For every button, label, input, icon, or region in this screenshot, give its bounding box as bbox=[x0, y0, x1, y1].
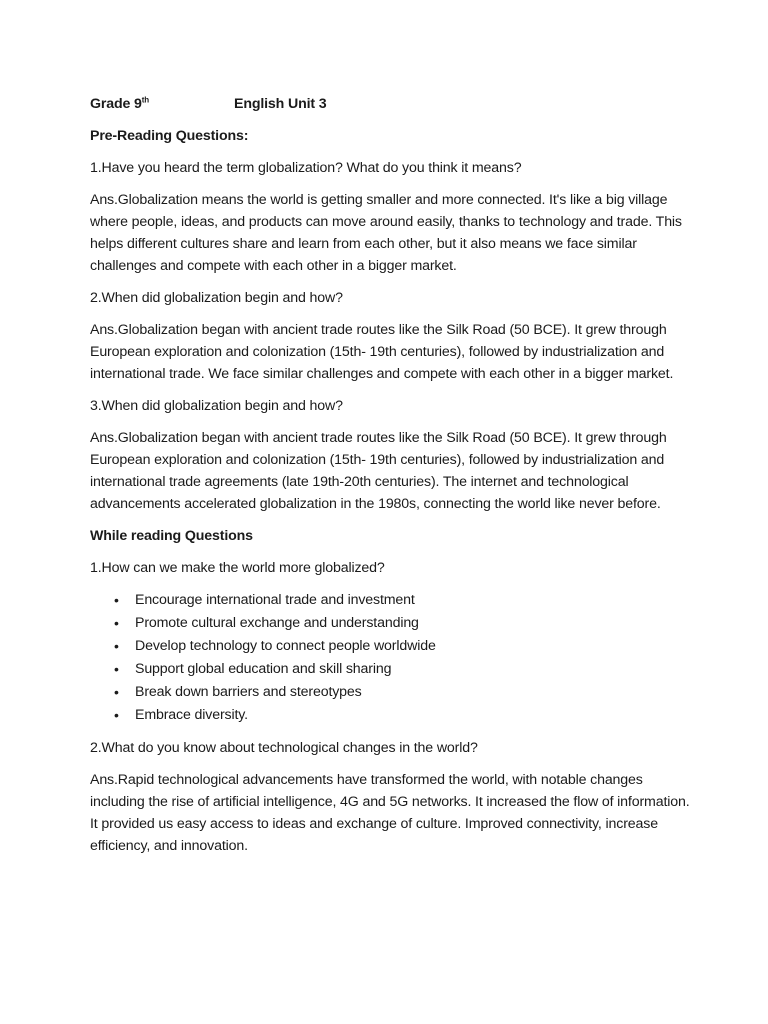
document-header bbox=[90, 93, 690, 115]
pre-reading-heading: Pre-Reading Questions: bbox=[90, 128, 249, 144]
answer-3: Ans.Globalization began with ancient trade routes like the Silk Road (50 BCE). It grew through European exploration and colonization (15th- 19th centuries), followed by industrialization and international trade agreements (late 19th-20th centuries). The internet and technological advancements accelerated globalization in the 1980s, connecting the world like never before. bbox=[90, 430, 667, 512]
question-1: 1.Have you heard the term globalization? What do you think it means? bbox=[90, 160, 522, 176]
while-answer-2: Ans.Rapid technological advancements have transformed the world, with notable changes including the rise of artificial intelligence, 4G and 5G networks. It increased the flow of information. It provided us easy access to ideas and exchange of culture. Improved connectivity, increase efficiency, and innovation. bbox=[90, 772, 690, 854]
answer-1: Ans.Globalization means the world is getting smaller and more connected. It's like a big village where people, ideas, and products can move around easily, thanks to technology and trade. This helps different cultures share and learn from each other, but it also means we face similar challenges and compete with each other in a bigger market. bbox=[90, 192, 682, 274]
list-item: • Break down barriers and stereotypes bbox=[90, 681, 690, 704]
list-item: • Embrace diversity. bbox=[90, 704, 690, 727]
question-2: 2.When did globalization begin and how? bbox=[90, 290, 343, 306]
list-item: • Support global education and skill sharing bbox=[90, 658, 690, 681]
question-3: 3.When did globalization begin and how? bbox=[90, 398, 343, 414]
answer-2: Ans.Globalization began with ancient trade routes like the Silk Road (50 BCE). It grew through European exploration and colonization (15th- 19th centuries), followed by industrialization and international trade. We face similar challenges and compete with each other in a bigger market. bbox=[90, 322, 674, 382]
while-reading-heading: While reading Questions bbox=[90, 528, 253, 544]
globalization-bullet-list bbox=[90, 589, 690, 727]
unit-title: English Unit 3 bbox=[234, 96, 327, 112]
list-item: • Develop technology to connect people worldwide bbox=[90, 635, 690, 658]
grade-label: Grade 9th bbox=[90, 95, 150, 112]
document-page bbox=[90, 93, 690, 867]
list-item: • Encourage international trade and investment bbox=[90, 589, 690, 612]
while-question-1: 1.How can we make the world more globalized? bbox=[90, 560, 385, 576]
grade-superscript: th bbox=[141, 95, 150, 105]
list-item: • Promote cultural exchange and understanding bbox=[90, 612, 690, 635]
while-question-2: 2.What do you know about technological changes in the world? bbox=[90, 740, 478, 756]
